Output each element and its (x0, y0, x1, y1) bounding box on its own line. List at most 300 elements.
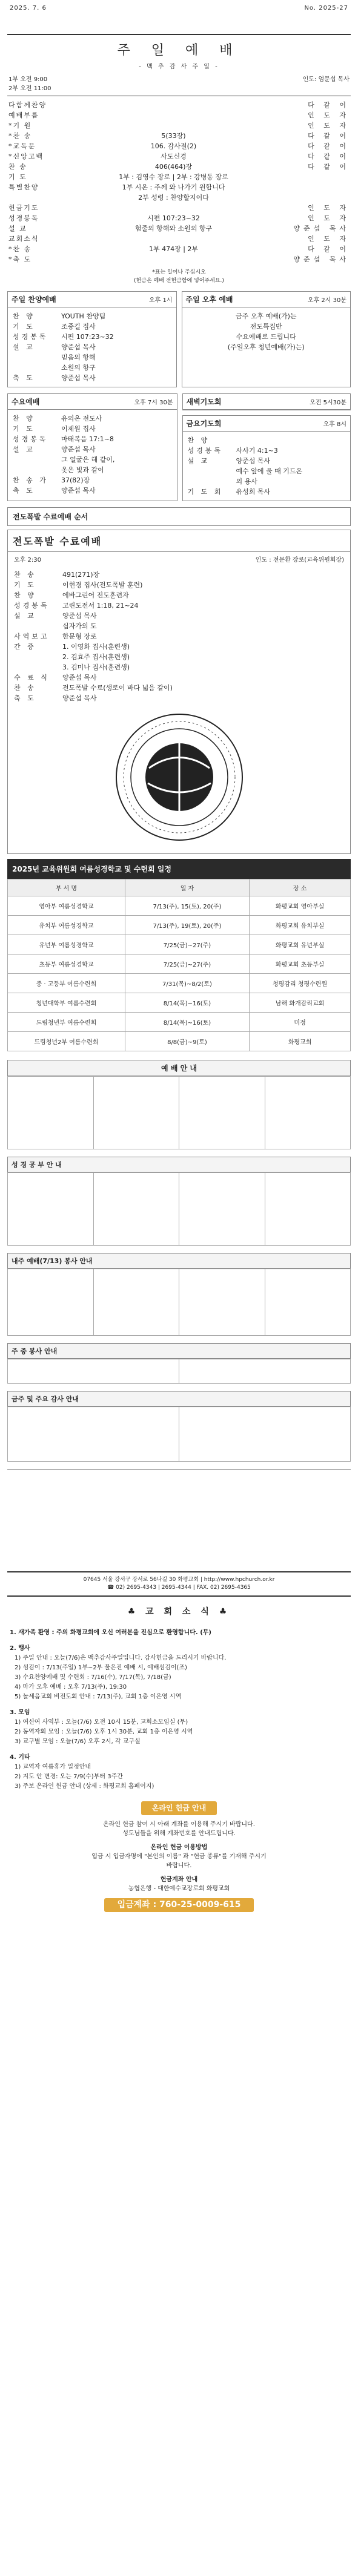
service-row-text: 5(33장) (161, 132, 186, 140)
table-row (8, 1032, 351, 1051)
info-row-value: 에바그린어 전도훈련자 (62, 591, 129, 599)
table-cell (179, 1407, 351, 1462)
dawn-prayer-box (182, 393, 351, 410)
info-row (188, 435, 346, 445)
info-row-label: 찬 양 (14, 591, 36, 599)
service-row-text (64, 203, 283, 213)
info-row-value: 의 용사 (236, 478, 257, 485)
info-row-label: 찬 송 (14, 684, 36, 692)
afternoon-worship-rows (8, 307, 176, 387)
service-row-leader: 인 도 자 (308, 111, 350, 119)
officiant: 인도: 엄문섭 목사 (302, 76, 350, 83)
info-row-value: 시편 107:23~32 (61, 333, 114, 341)
table-cell: 화평교회 유치부실 (250, 916, 351, 935)
info-row-label (13, 455, 61, 465)
service-row-text (64, 120, 283, 131)
info-row (14, 600, 344, 611)
info-row (13, 352, 171, 363)
friday-title: 금요기도회 (186, 419, 222, 428)
info-row-label: 찬 양 (13, 415, 35, 422)
info-row-label (13, 363, 61, 373)
table-row (8, 916, 351, 935)
service-row-label: 헌금기도 (8, 204, 39, 212)
table-cell: 중 · 고등부 여름수련회 (8, 974, 125, 993)
service-row-text: 106. 감사절(2) (150, 142, 197, 150)
news-item: 2) 지도 안 변경: 오는 7/9(수)부터 3주간 (15, 1773, 123, 1780)
table-cell: 드림청년부 여름수련회 (8, 1013, 125, 1032)
bulletin-issue-number: No. 2025-27 (304, 5, 348, 12)
info-row-label: 기 도 (13, 323, 35, 330)
staff-column (7, 1473, 91, 1564)
service-row-text: 시편 107:23~32 (147, 214, 200, 222)
title-block (0, 35, 358, 70)
table-cell (93, 1077, 179, 1149)
service-row-label: 다함께찬양 (8, 101, 47, 109)
info-row-value: 믿음의 항해 (61, 353, 96, 361)
table-cell: 청평감리 청평수련원 (250, 974, 351, 993)
service-row-leader: 다 같 이 (308, 245, 350, 253)
service-row-leader: 다 같 이 (308, 163, 350, 171)
info-row-label: 찬 양 (13, 312, 35, 320)
table-cell: 7/25(금)~27(주) (125, 954, 249, 974)
order-of-service (0, 96, 358, 264)
info-row (13, 465, 172, 475)
service-row-label: 성경봉독 (8, 214, 39, 222)
service-row-text: 1부 : 김영수 장로 | 2부 : 강병동 장로 (119, 173, 228, 181)
table-cell (179, 1359, 351, 1384)
info-row-value: 양준섭 목사 (61, 487, 96, 494)
service-row (8, 120, 350, 131)
friday-time: 오후 8시 (323, 421, 346, 428)
bulletin-date: 2025. 7. 6 (10, 5, 47, 12)
info-row-value: 유의온 전도사 (61, 415, 102, 422)
info-row (13, 363, 171, 373)
info-row-value: 양준섭 목사 (62, 674, 97, 682)
service-row (8, 182, 350, 192)
phone-line: ☎ 02) 2695-4343 | 2695-4344 | FAX. 02) 2695-4365 (107, 1585, 251, 1591)
table-cell: 8/14(목)~16(토) (125, 1013, 249, 1032)
info-row (13, 311, 171, 321)
info-row-value: 3. 김미나 집사(훈련생) (62, 663, 130, 671)
info-row (13, 342, 171, 352)
service-row-text: 험줄의 항해와 소원의 항구 (134, 225, 213, 232)
table-cell (8, 1407, 179, 1462)
info-row-label: 기 도 (13, 425, 35, 433)
info-row-value: 양준섭 목사 (61, 343, 96, 351)
table-cell: 7/25(금)~27(주) (125, 935, 249, 954)
special-service-rows (8, 566, 350, 703)
service-row (8, 110, 350, 120)
online-desc-2: 성도님들을 위해 계좌번호를 안내드립니다. (122, 1830, 236, 1837)
service-row-text: 사도신경 (161, 153, 187, 160)
globe-emblem-icon (113, 711, 246, 844)
info-row (14, 672, 344, 683)
special-service-leader: 인도 : 전문환 장로(교육위원회장) (255, 557, 344, 564)
info-row-value: 고린도전서 1:18, 21~24 (62, 602, 139, 610)
online-bank: 농협은행 - 대한예수교장로회 화평교회 (128, 1885, 230, 1892)
table-row (8, 1013, 351, 1032)
info-row-label: 축 도 (14, 694, 36, 702)
info-row (13, 413, 172, 424)
table-cell (179, 1269, 265, 1336)
staff-column (94, 1473, 178, 1564)
service-row-text (64, 254, 283, 264)
info-row-value: 양준섭 목사 (61, 445, 96, 453)
table-row (8, 974, 351, 993)
special-service-banner: 전도폭발 수료예배 순서 (7, 507, 351, 526)
page-title: 주 일 예 배 (117, 43, 241, 58)
table-cell (179, 1173, 265, 1246)
table-row (8, 1407, 351, 1462)
info-row-label: 설 교 (187, 457, 210, 465)
online-desc-1: 온라인 헌금 참여 시 아래 계좌를 이용해 주시기 바랍니다. (103, 1821, 255, 1828)
table-cell: 화평교회 초등부실 (250, 954, 351, 974)
news-title: ♣ 교 회 소 식 ♣ (127, 1607, 231, 1617)
table-row (8, 896, 351, 916)
info-row (14, 590, 344, 600)
edu-schedule-title: 2025년 교육위원회 여름성경학교 및 수련회 일정 (7, 859, 351, 879)
info-row-value: 유성희 목사 (236, 488, 271, 496)
table-cell: 청년대학부 여름수련회 (8, 993, 125, 1013)
service-row-label: 찬 송 (8, 163, 27, 171)
staff-column (267, 1473, 351, 1564)
news-item: 2) 섬김이 : 7/13(주일) 1부~2부 물은진 예배 시, 예배섬김이(조) (15, 1664, 187, 1671)
info-row (13, 434, 172, 444)
table-cell: 미정 (250, 1013, 351, 1032)
table-row (8, 1173, 351, 1246)
table-header-cell: 장 소 (250, 879, 351, 896)
service-row-leader: 다 같 이 (308, 142, 350, 150)
news-item: 5) 놀세음교회 비전도회 안내 : 7/13(주), 교회 1층 이은영 시역 (15, 1694, 182, 1700)
info-row-label (13, 465, 61, 475)
info-row-label (14, 652, 62, 662)
service-row (8, 162, 350, 172)
info-row-value: YOUTH 찬양팀 (61, 312, 106, 320)
service-row-label: *축 도 (8, 255, 32, 263)
online-offering (88, 1801, 270, 1912)
counts-title: 금주 및 주요 감사 안내 (7, 1391, 351, 1407)
afternoon-worship-box (7, 291, 177, 387)
table-row (8, 954, 351, 974)
service-row (8, 213, 350, 223)
service-row-leader: 인 도 자 (308, 122, 350, 130)
table-cell: 초등부 여름성경학교 (8, 954, 125, 974)
info-row (14, 570, 344, 580)
info-row-value: 십자가의 도 (62, 622, 97, 630)
bible-study-title: 성 경 공 부 안 내 (7, 1157, 351, 1172)
table-cell (265, 1269, 351, 1336)
info-row-value (236, 435, 346, 445)
info-row-label: 성경봉독 (13, 333, 48, 341)
info-row-label: 축 도 (13, 374, 35, 382)
info-row (14, 642, 344, 652)
info-row-value: 옷은 빛과 같이 (61, 466, 104, 474)
worship-guide-table (7, 1076, 351, 1149)
kids-worship-title: 주일 오후 예배 (185, 295, 233, 304)
table-cell: 8/8(금)~9(토) (125, 1032, 249, 1051)
news-item: 2) 동역자회 모임 : 오늘(7/6) 오후 1시 30분, 교회 1층 이은영 시역 (15, 1729, 193, 1735)
church-news (0, 1617, 358, 1792)
service-row-text: 1부 시온 : 주께 와 나가기 원합니다 (122, 183, 225, 191)
table-cell: 8/14(목)~16(토) (125, 993, 249, 1013)
service-row-leader: 인 도 자 (308, 214, 350, 222)
service-time-2: 2부 오전 11:00 (8, 85, 51, 92)
info-row-label (188, 476, 236, 487)
service-row-leader (283, 192, 350, 203)
friday-title-bar (183, 416, 351, 432)
address-line: 07645 서울 강서구 강서로 56나길 30 화평교회 | http://www.hpchurch.or.kr (83, 1577, 275, 1583)
table-cell (93, 1173, 179, 1246)
info-row-label: 설 교 (13, 445, 35, 453)
info-row (13, 424, 172, 434)
info-row-value: 1. 이영화 집사(훈련생) (62, 643, 130, 651)
service-row (8, 131, 350, 141)
table-cell: 화평교회 영아부실 (250, 896, 351, 916)
info-row (13, 332, 171, 342)
special-service-title: 전도폭발 수료예배 (13, 536, 102, 547)
table-cell (93, 1269, 179, 1336)
table-cell: 화평교회 (250, 1032, 351, 1051)
service-time-1: 1부 오전 9:00 (8, 76, 48, 83)
online-offering-pill: 온라인 헌금 안내 (141, 1801, 217, 1815)
service-row-leader (283, 172, 350, 182)
service-row (8, 192, 350, 203)
news-item: 1) 주일 안내 : 오늘(7/6)은 맥추감사주일입니다. 감사헌금을 드리시기 바랍니다. (15, 1655, 227, 1661)
info-row (188, 445, 346, 456)
afternoon-worship-title-bar (8, 292, 176, 307)
table-cell (8, 1269, 94, 1336)
edu-table-body (8, 896, 351, 1051)
friday-prayer-box (182, 415, 351, 501)
info-row-label: 축 도 (13, 487, 35, 494)
news-item: 1) 교역자 여름휴가 일정안내 (15, 1764, 91, 1770)
news-heading: 3. 모임 (10, 1709, 30, 1716)
online-howto-desc: 입금 시 입금자명에 "본인의 이름" 과 "헌금 종류"를 기재해 주시기 바랍니다. (91, 1853, 267, 1869)
info-row-value: 이현경 집사(전도폭발 훈련) (62, 581, 143, 589)
special-service-box (7, 530, 351, 854)
service-row-label: *신앙고백 (8, 153, 44, 160)
info-row-value: 양준섭 목사 (61, 374, 96, 382)
news-item: 4) 마가 오후 예배 : 오후 7/13(주), 19:30 (15, 1684, 127, 1690)
info-row-label: 설 교 (13, 343, 35, 351)
service-row-text: 2부 성령 : 찬양할지어다 (138, 194, 209, 202)
info-row-label: 설 교 (14, 612, 36, 620)
info-row-label: 수 료 식 (14, 674, 50, 682)
info-row-label: 성경봉독 (187, 447, 224, 455)
info-row-value: 한문형 장로 (62, 632, 97, 640)
table-header-cell: 일 자 (125, 879, 249, 896)
service-row-leader: 인 도 자 (308, 235, 350, 243)
table-cell (265, 1077, 351, 1149)
news-item: 3) 주보 온라인 헌금 안내 (상세 : 화평교회 홈페이지) (15, 1783, 154, 1790)
special-service-meta (8, 552, 350, 566)
counts-table (7, 1407, 351, 1462)
table-header-cell: 부 서 명 (8, 879, 125, 896)
service-row-leader: 인 도 자 (308, 204, 350, 212)
service-row (8, 234, 350, 244)
info-row (14, 683, 344, 693)
info-row (188, 456, 346, 466)
table-cell (8, 1359, 179, 1384)
fellowship-table (7, 1359, 351, 1384)
table-cell: 7/13(주), 19(토), 20(주) (125, 916, 249, 935)
service-row-label: 기 도 (8, 173, 27, 181)
offering-note: (헌금은 예배 전헌금함에 넣어주세요.) (134, 278, 224, 284)
kids-worship-time: 오후 2시 30분 (307, 297, 346, 304)
news-item: 3) 수요찬양예배 및 수련회 : 7/16(수), 7/17(목), 7/18(금) (15, 1674, 171, 1681)
info-row (13, 444, 172, 455)
service-row-label: 교회소식 (8, 235, 39, 243)
afternoon-worship-time: 오후 1시 (148, 297, 173, 304)
weekday-section (0, 387, 358, 501)
service-row-text: 1부 474장 | 2부 (148, 245, 199, 253)
service-row (8, 244, 350, 254)
service-row-label: *찬 송 (8, 245, 32, 253)
kids-line: 전도특집반 (250, 323, 282, 330)
service-row-label: 특별찬양 (8, 183, 39, 191)
wednesday-title: 수요예배 (12, 398, 40, 406)
table-cell: 영아부 여름성경학교 (8, 896, 125, 916)
afternoon-section (0, 285, 358, 387)
info-row-value: 37(82)장 (61, 476, 90, 484)
info-row-value: 양준섭 목사 (62, 612, 97, 620)
info-row (188, 466, 346, 476)
service-row-label (8, 192, 64, 203)
service-row (8, 203, 350, 213)
info-row-label: 찬 송 가 (13, 476, 48, 484)
online-account-number[interactable]: 입금계좌 : 760-25-0009-615 (104, 1898, 254, 1912)
service-row (8, 141, 350, 151)
kids-worship-lines (182, 307, 351, 356)
info-row-label: 찬 양 (187, 436, 210, 444)
wednesday-title-bar (8, 394, 177, 410)
news-heading: 1. 새가족 환영 : 주의 화평교회에 오신 여러분을 진심으로 환영합니다. (무) (10, 1629, 211, 1636)
table-row (8, 935, 351, 954)
online-account-title: 헌금계좌 안내 (160, 1876, 198, 1883)
service-row-text (64, 234, 283, 244)
news-item: 3) 교구별 모임 : 오늘(7/6) 오후 2시, 각 교구실 (15, 1738, 141, 1745)
info-row (14, 611, 344, 621)
table-cell (179, 1077, 265, 1149)
service-row-text: 406(464)장 (154, 163, 193, 171)
service-row-leader: 다 같 이 (308, 101, 350, 109)
service-row (8, 223, 350, 234)
service-row-label: 예배부름 (8, 111, 39, 119)
info-row-label (14, 621, 62, 631)
table-cell: 남해 화개감리교회 (250, 993, 351, 1013)
service-row-leader: 양준섭 목사 (293, 255, 350, 263)
wednesday-worship-box (7, 393, 177, 501)
table-cell: 7/13(주), 15(토), 20(주) (125, 896, 249, 916)
info-row-label: 사역보고 (14, 632, 50, 640)
info-row (188, 487, 346, 497)
dawn-title-bar (183, 394, 351, 410)
kids-line: 금주 오후 예배(가)는 (235, 312, 297, 320)
table-row (8, 1359, 351, 1384)
service-row (8, 172, 350, 182)
table-cell (8, 1077, 94, 1149)
afternoon-worship-title: 주일 찬양예배 (12, 295, 56, 304)
info-row-label: 간 증 (14, 643, 36, 651)
kids-worship-box (182, 291, 351, 387)
news-item: 1) 여신여 사역부 : 오늘(7/6) 오전 10시 15분, 교회소모임실 (무) (15, 1719, 188, 1726)
table-row (8, 993, 351, 1013)
info-row (13, 373, 171, 383)
edu-schedule-table (7, 879, 351, 1051)
stand-note: *표는 일어나 주십시오 (152, 269, 206, 275)
service-row-label: 설 교 (8, 225, 27, 232)
weekly-service-table (7, 1269, 351, 1336)
staff-directory (7, 1469, 351, 1564)
info-row-value: 사사기 4:1~3 (236, 447, 278, 455)
weekly-service-title: 내주 예배(7/13) 봉사 안내 (7, 1253, 351, 1269)
wednesday-time: 오후 7시 30분 (134, 399, 173, 406)
special-service-head (8, 530, 350, 552)
edu-table-header (8, 879, 351, 896)
service-row-text (64, 110, 283, 120)
info-row (13, 475, 172, 485)
info-row-value: 조중길 집사 (61, 323, 96, 330)
evangelism-emblem (8, 703, 350, 853)
page-subtitle: - 맥 추 감 사 주 일 - (139, 64, 219, 70)
info-row-value: 양준섭 목사 (236, 457, 271, 465)
weekday-right-column (182, 393, 351, 501)
service-row-leader: 다 같 이 (308, 153, 350, 160)
news-heading: 2. 행사 (10, 1645, 30, 1652)
info-row-value: 마태복음 17:1~8 (61, 435, 114, 443)
service-notes (0, 268, 358, 285)
info-row-label: 성경봉독 (14, 602, 50, 610)
wednesday-rows (8, 410, 177, 499)
table-cell: 7/31(목)~8/2(토) (125, 974, 249, 993)
kids-worship-title-bar (182, 292, 351, 307)
table-cell (265, 1173, 351, 1246)
info-row (188, 476, 346, 487)
service-row-text (64, 100, 283, 110)
service-row (8, 100, 350, 110)
info-row-label: 성경봉독 (13, 435, 48, 443)
info-row-label (14, 662, 62, 672)
dawn-title: 새벽기도회 (186, 398, 222, 406)
info-row (14, 652, 344, 662)
table-row (8, 1269, 351, 1336)
service-row-label: *교독문 (8, 142, 36, 150)
table-cell: 드림청년2부 여름수련회 (8, 1032, 125, 1051)
info-row-label: 찬 송 (14, 571, 36, 579)
info-row (14, 693, 344, 703)
info-row-value: 양준섭 목사 (62, 694, 97, 702)
table-cell (8, 1173, 94, 1246)
bible-study-table (7, 1172, 351, 1246)
friday-rows (183, 432, 351, 501)
service-row (8, 151, 350, 162)
fellowship-title: 주 중 봉사 안내 (7, 1343, 351, 1359)
info-row-label: 기 도 (14, 581, 36, 589)
kids-line: (주일오후 청년예배(가)는) (227, 343, 305, 351)
info-row-value: 이제원 집사 (61, 425, 96, 433)
service-row-label: *기 원 (8, 122, 32, 130)
online-howto-title: 온라인 헌금 이용방법 (150, 1844, 208, 1851)
info-row-value: 소원의 항구 (61, 364, 96, 372)
info-row-value: 2. 김효주 집사(훈련생) (62, 653, 130, 661)
service-row-label: *찬 송 (8, 132, 32, 140)
info-row (14, 621, 344, 631)
info-row-label: 기 도 회 (187, 488, 224, 496)
news-heading: 4. 기타 (10, 1754, 30, 1761)
service-row-leader: 양준섭 목사 (293, 225, 350, 232)
table-row (8, 1077, 351, 1149)
info-row-label (13, 352, 61, 363)
